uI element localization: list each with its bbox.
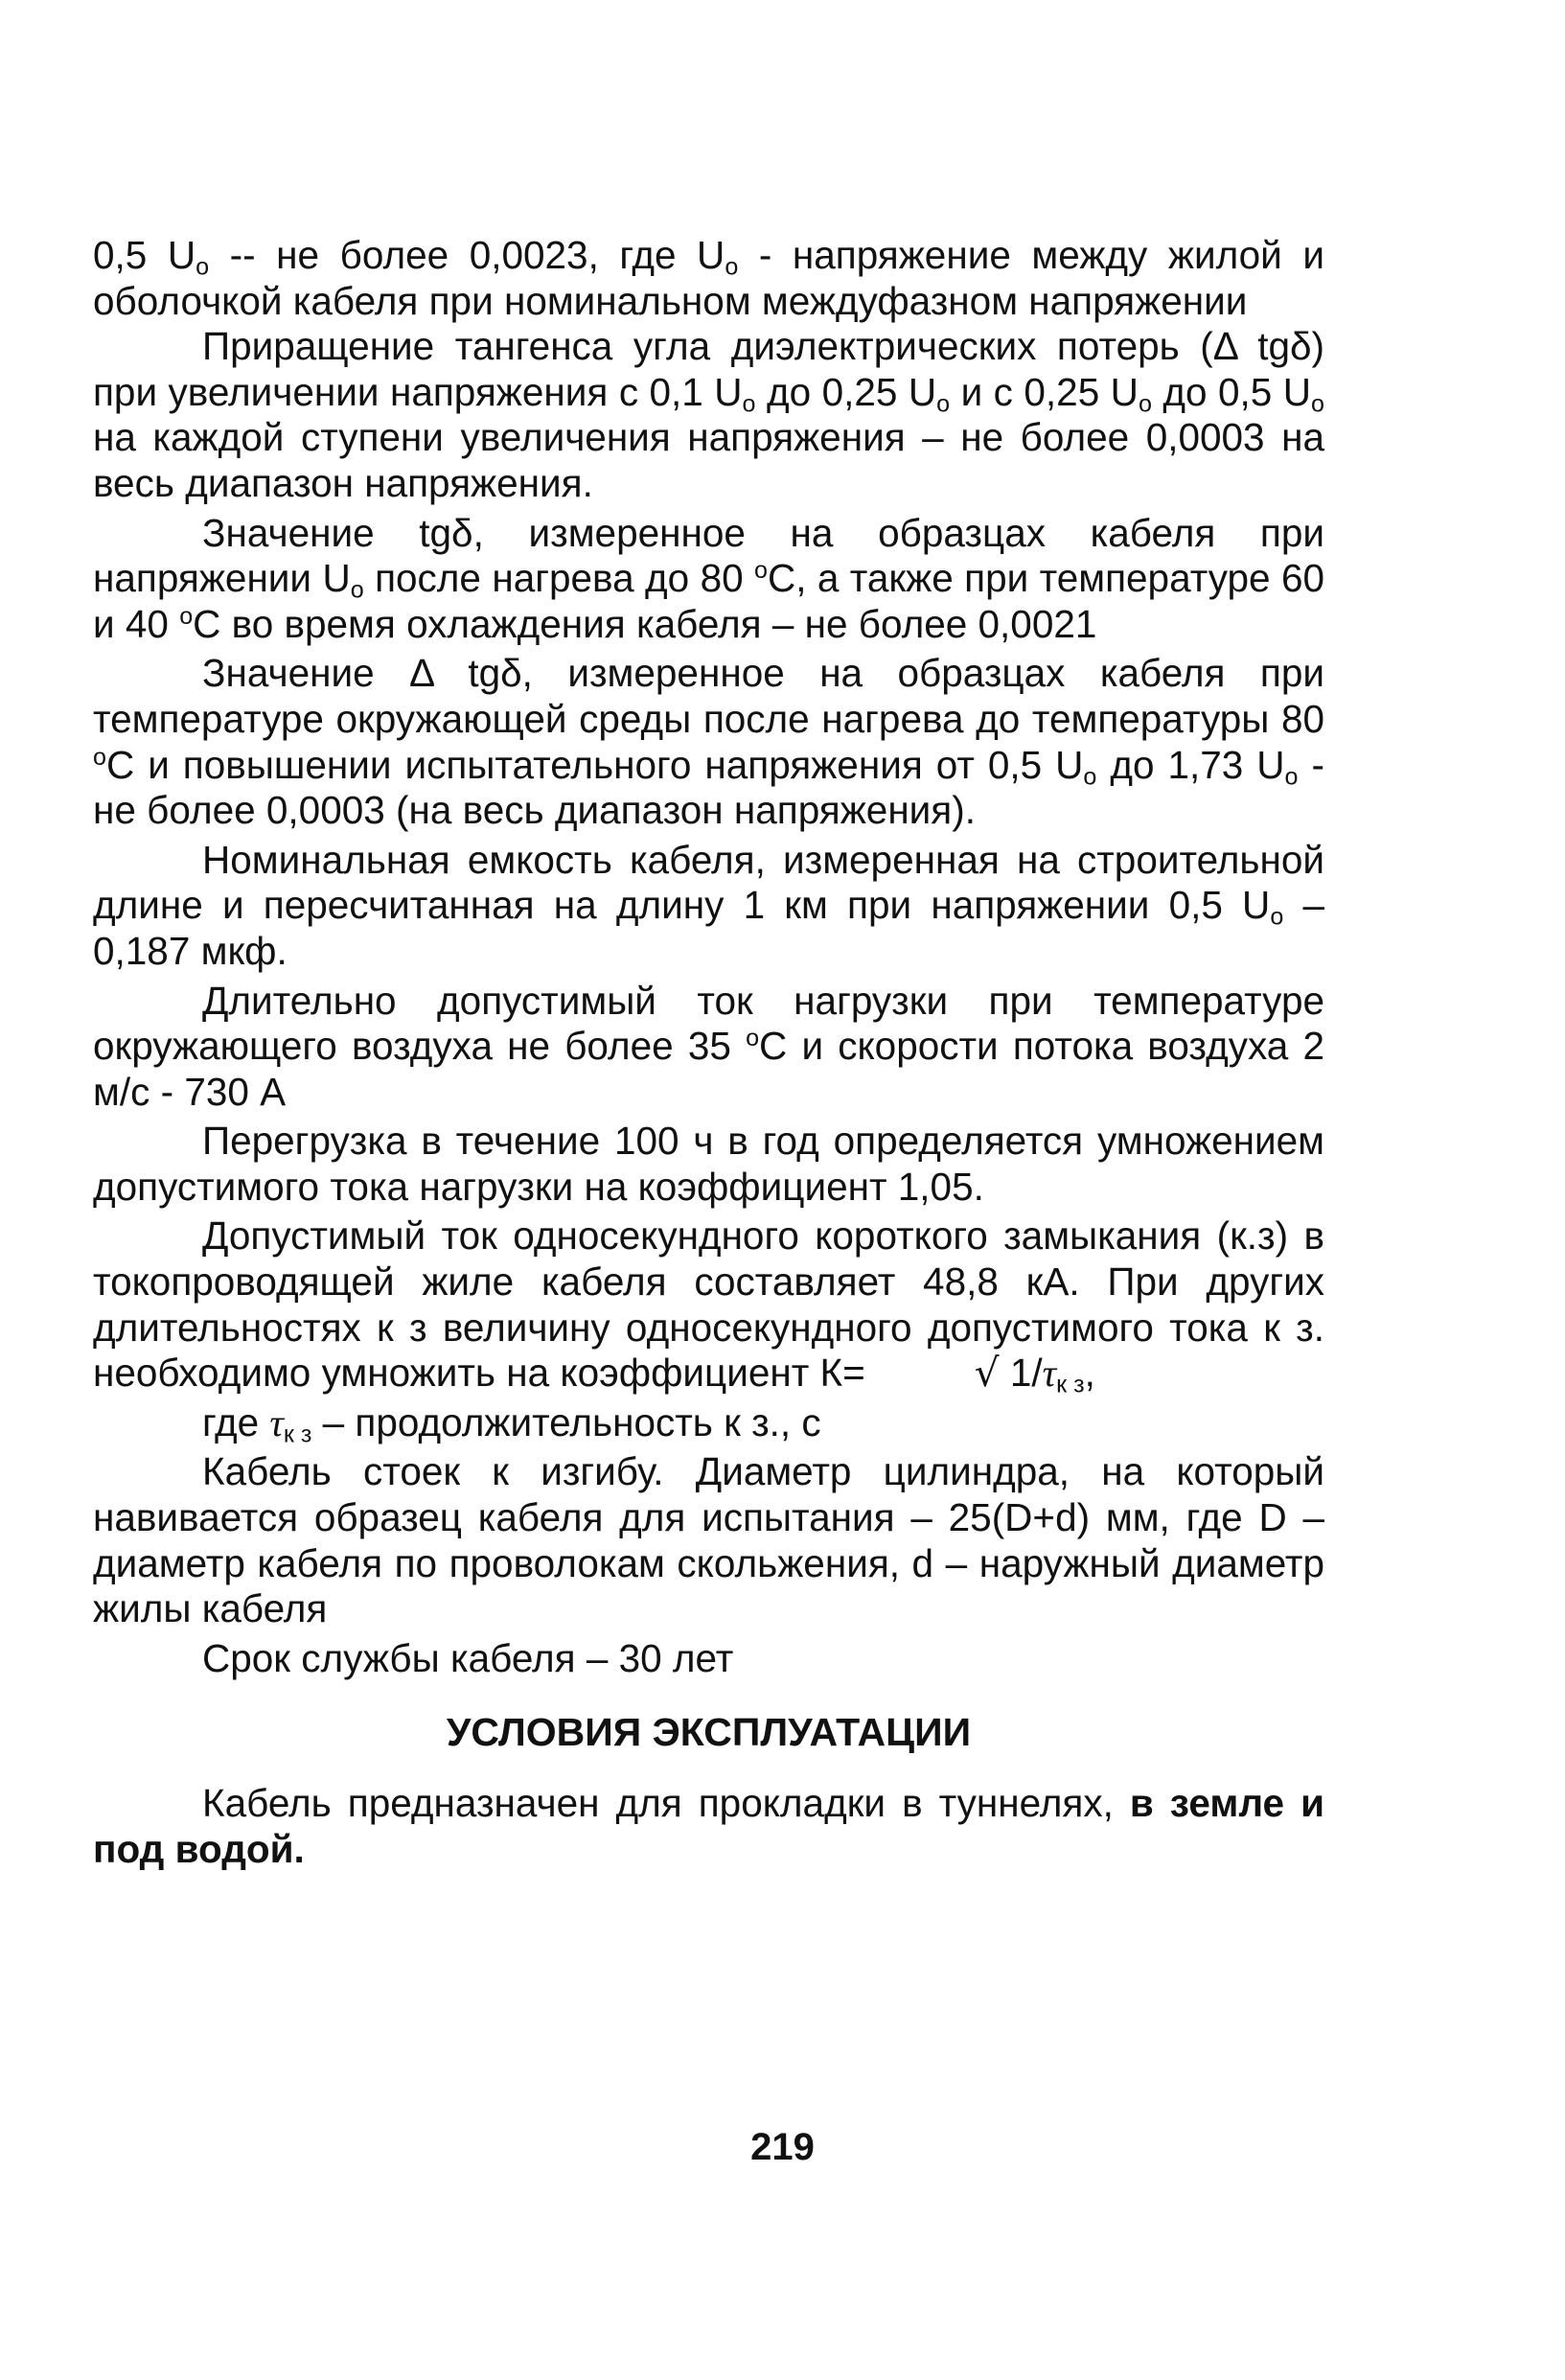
body-text bbox=[93, 233, 1324, 1872]
degree-mark: o bbox=[179, 602, 194, 630]
paragraph-8 bbox=[93, 1213, 1324, 1396]
subscript: o bbox=[196, 253, 210, 281]
paragraph-7: Перегрузка в течение 100 ч в год определяется умножением допустимого тока нагрузки на коэффициент 1,05. bbox=[93, 1119, 1324, 1209]
text-run: Допустимый ток односекундного короткого замыкания (к.з) в токопроводящей жиле кабеля составляет 48,8 кА. При других длительностях к з величину односекундного допустимого тока к з. необходимо умножить на коэффициент К= bbox=[93, 1213, 1324, 1396]
tau-symbol: τ bbox=[269, 1400, 284, 1444]
text-run: Значение Δ tgδ, измеренное на образцах кабеля при температуре окружающей среды после нагрева до температуры 80 bbox=[93, 651, 1324, 741]
paragraph-9 bbox=[93, 1400, 1324, 1446]
text-run: и с 0,25 U bbox=[950, 369, 1139, 414]
text-run: 0,5 U bbox=[93, 233, 196, 277]
text-run: Номинальная емкость кабеля, измеренная на строительной длине и пересчитанная на длину 1 км при напряжении 0,5 U bbox=[93, 837, 1324, 928]
text-run: -- не более 0,0023, где U bbox=[209, 233, 725, 277]
degree-mark: o bbox=[746, 1025, 760, 1052]
text-run: , bbox=[1084, 1351, 1095, 1396]
text-run: - не более 0,0003 (на весь диапазон напряжения). bbox=[93, 742, 1324, 833]
text-run: – продолжительность к з., с bbox=[311, 1399, 821, 1444]
text-run: С во время охлаждения кабеля – не более 0,0021 bbox=[193, 601, 1097, 646]
subscript: o bbox=[1270, 903, 1284, 931]
subscript: o bbox=[742, 390, 756, 418]
text-run: Кабель предназначен для прокладки в туннелях, bbox=[202, 1781, 1130, 1825]
paragraph-12 bbox=[93, 1781, 1324, 1872]
paragraph-11: Срок службы кабеля – 30 лет bbox=[202, 1635, 734, 1680]
subscript: o bbox=[350, 576, 364, 604]
text-run: С и скорости потока воздуха 2 м/с - 730 А bbox=[93, 1024, 1324, 1114]
text-run: Значение tgδ, измеренное на образцах кабеля при напряжении U bbox=[93, 510, 1324, 601]
tau-symbol: τ bbox=[1042, 1352, 1057, 1396]
text-run: С и повышении испытательного напряжения от 0,5 U bbox=[105, 742, 1084, 787]
text-run: 1/ bbox=[999, 1351, 1043, 1396]
text-run: после нагрева до 80 bbox=[363, 556, 755, 601]
paragraph-6 bbox=[93, 979, 1324, 1116]
subscript: o bbox=[936, 390, 951, 418]
degree-mark: o bbox=[93, 743, 106, 771]
text-run: Длительно допустимый ток нагрузки при температуре окружающего воздуха не более 35 bbox=[93, 978, 1324, 1069]
paragraph-10: Кабель стоек к изгибу. Диаметр цилиндра, на который навивается образец кабеля для испытания – 25(D+d) мм, где D – диаметр кабеля по проволокам скольжения, d – наружный диаметр жилы кабеля bbox=[93, 1449, 1324, 1631]
text-run: - напряжение между жилой и оболочкой кабеля при номинальном междуфазном напряжении bbox=[93, 233, 1324, 323]
subscript: o bbox=[725, 253, 739, 281]
subscript: o bbox=[1138, 390, 1152, 418]
page-number: 219 bbox=[750, 2126, 815, 2168]
square-root-icon: √ bbox=[974, 1350, 1000, 1397]
subscript: к з bbox=[1056, 1371, 1085, 1398]
paragraph-2 bbox=[93, 324, 1324, 506]
paragraph-3 bbox=[93, 511, 1324, 648]
section-heading: УСЛОВИЯ ЭКСПЛУАТАЦИИ bbox=[446, 1710, 972, 1755]
text-run: Приращение тангенса угла диэлектрических потерь (Δ tgδ) при увеличении напряжения с 0,1 U bbox=[93, 324, 1324, 414]
text-run: до 0,25 U bbox=[755, 369, 937, 414]
text-run: до 1,73 U bbox=[1096, 742, 1285, 787]
text-run: С, а также при температуре 60 и 40 bbox=[93, 556, 1324, 646]
paragraph-4 bbox=[93, 651, 1324, 833]
text-run: на каждой ступени увеличения напряжения – не более 0,0003 на весь диапазон напряжения. bbox=[93, 415, 1324, 505]
subscript: к з bbox=[283, 1421, 312, 1448]
paragraph-1 bbox=[93, 233, 1324, 324]
subscript: o bbox=[1284, 762, 1299, 790]
text-run: где bbox=[202, 1399, 270, 1444]
subscript: o bbox=[1083, 762, 1097, 790]
degree-mark: o bbox=[754, 557, 768, 585]
paragraph-5 bbox=[93, 838, 1324, 975]
bold-text-run: в земле и под водой. bbox=[93, 1781, 1324, 1871]
subscript: o bbox=[1311, 390, 1324, 418]
text-run: до 0,5 U bbox=[1151, 369, 1312, 414]
text-run: – 0,187 мкф. bbox=[93, 883, 1324, 973]
